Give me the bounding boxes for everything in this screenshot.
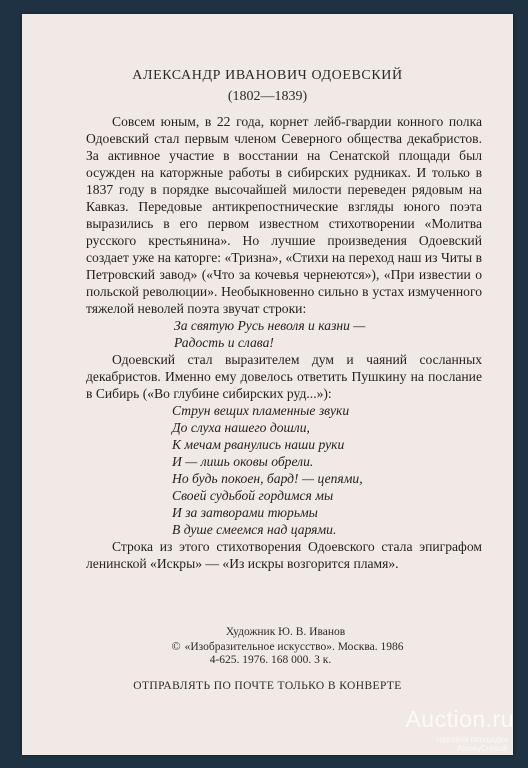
verse-line: До слуха нашего дошли, <box>172 420 310 435</box>
publisher-text: «Изобразительное искусство». Москва. 1986 <box>184 640 404 653</box>
verse-line: Своей судьбой гордимся мы <box>172 488 334 503</box>
biography-paragraph-3: Строка из этого стихотворения Одоевского стала эпиграфом ленинской «Искры» — «Из искры возгорится пламя». <box>86 539 482 571</box>
biography-text <box>86 113 482 572</box>
postcard-back <box>22 14 513 755</box>
watermark-line: торговая площадка <box>435 735 508 744</box>
verse-quote-1 <box>86 317 482 351</box>
biography-paragraph-2: Одоевский стал выразителем дум и чаяний сосланных декабристов. Именно ему довелось ответить Пушкину на послание в Сибирь («Во глубине сибирских руд...»): <box>86 352 482 401</box>
watermark-line: AlexeyCresnik <box>456 744 508 753</box>
verse-quote-2 <box>86 402 482 538</box>
copyright-icon: © <box>171 638 181 653</box>
artist-credit: Художник Ю. В. Иванов <box>225 626 346 638</box>
verse-line: К мечам рванулись наши руки <box>172 437 345 452</box>
publisher-line <box>22 640 513 655</box>
verse-line: И — лишь оковы обрели. <box>172 454 314 469</box>
mailing-note: ОТПРАВЛЯТЬ ПО ПОЧТЕ ТОЛЬКО В КОНВЕРТЕ <box>133 680 402 692</box>
verse-line: За святую Русь неволя и казни — <box>174 318 366 333</box>
verse-line: Но будь покоен, бард! — цепями, <box>172 471 363 486</box>
verse-line: Радость и слава! <box>174 335 274 350</box>
biography-paragraph-1: Совсем юным, в 22 года, корнет лейб-гвардии конного полка Одоевский стал первым членом Северного общества декабристов. За активное участие в восстании на Сенатской площади был осужден на каторжные работы в сибирских рудниках. И только в 1837 году в порядке высочайшей милости переведен рядовым на Кавказ. Передовые антикрепостнические взгляды юного поэта выразились в его первом известном стихотворении «Молитва русского крестьянина». Но лучшие произведения Одоевский создает уже на каторге: «Тризна», «Стихи на переход наш из Читы в Петровский завод» («Что за кочевья чернеются»), «При известии о польской революции». Необыкновенно сильно в устах измученного тяжелой неволей поэта звучат строки: <box>86 114 482 316</box>
watermark-logo: Auction.ru <box>405 706 514 732</box>
verse-line: Струн вещих пламенные звуки <box>172 403 350 418</box>
verse-line: В душе смеемся над царями. <box>172 522 337 537</box>
verse-line: И за затворами тюрьмы <box>172 505 318 520</box>
life-years: (1802—1839) <box>227 89 308 104</box>
poet-name-heading: АЛЕКСАНДР ИВАНОВИЧ ОДОЕВСКИЙ <box>132 68 403 83</box>
watermark-caption <box>436 735 508 753</box>
print-info: 4-625. 1976. 168 000. 3 к. <box>209 654 332 666</box>
publication-credits <box>22 626 513 668</box>
